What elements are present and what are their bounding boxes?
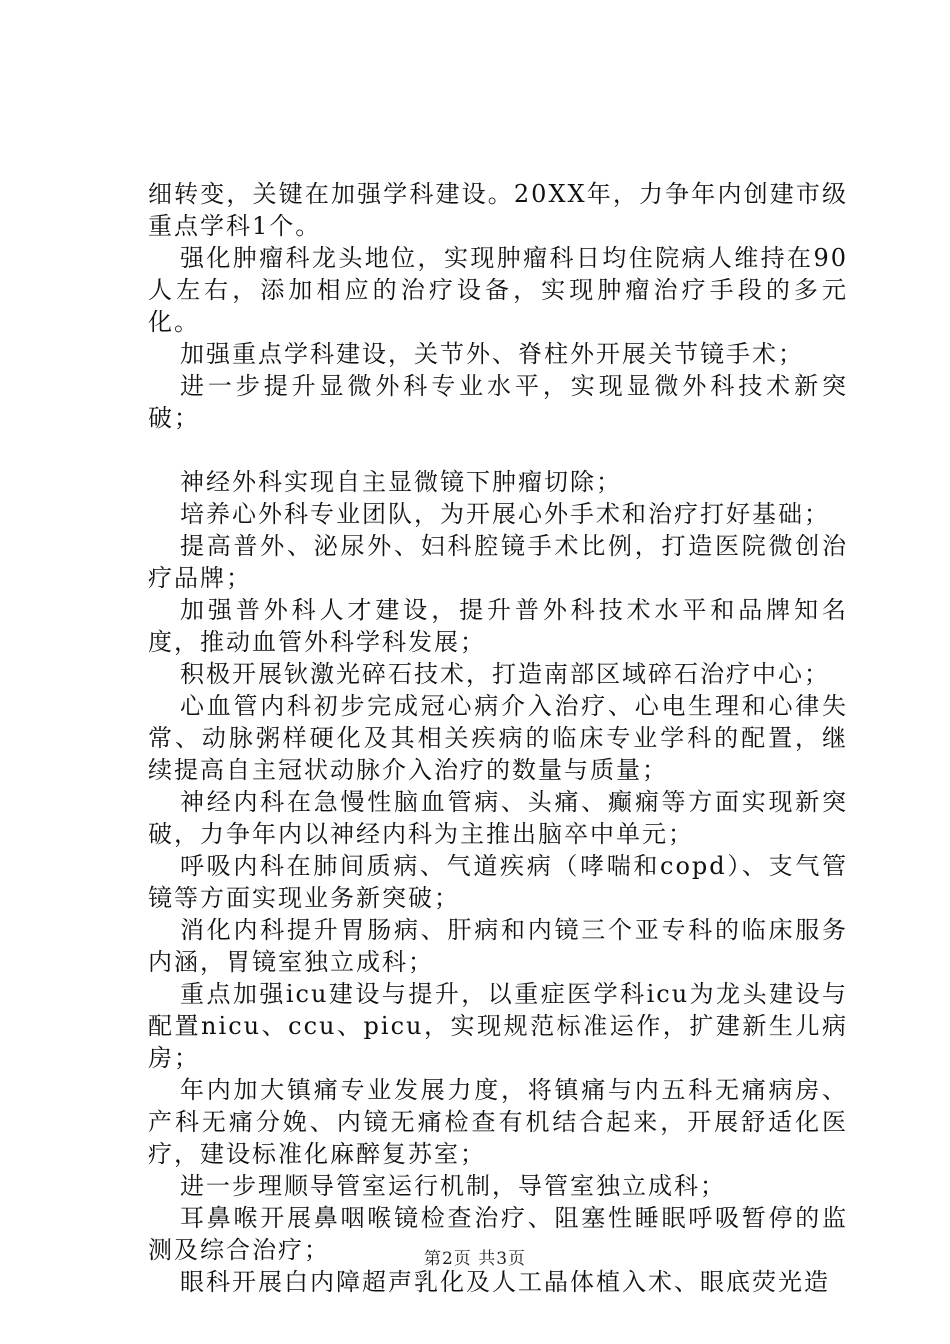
paragraph: 加强重点学科建设，关节外、脊柱外开展关节镜手术； xyxy=(180,340,804,368)
paragraph: 神经外科实现自主显微镜下肿瘤切除； xyxy=(180,468,622,496)
page-footer: 第2页 共3页 xyxy=(423,1249,527,1269)
paragraph: 进一步提升显微外科专业水平，实现显微外科技术新突破； xyxy=(148,372,848,432)
paragraph: 神经内科在急慢性脑血管病、头痛、癫痫等方面实现新突破，力争年内以神经内科为主推出脑卒中单元； xyxy=(148,788,848,848)
paragraph: 培养心外科专业团队，为开展心外手术和治疗打好基础； xyxy=(180,500,830,528)
paragraph: 积极开展钬激光碎石技术，打造南部区域碎石治疗中心； xyxy=(180,660,830,688)
paragraph: 呼吸内科在肺间质病、气道疾病（哮喘和copd）、支气管镜等方面实现业务新突破； xyxy=(148,852,848,912)
paragraph: 年内加大镇痛专业发展力度，将镇痛与内五科无痛病房、产科无痛分娩、内镜无痛检查有机结合起来，开展舒适化医疗，建设标准化麻醉复苏室； xyxy=(148,1076,848,1168)
paragraph: 细转变，关键在加强学科建设。20XX年，力争年内创建市级重点学科1个。 xyxy=(148,180,848,240)
blank-line xyxy=(148,434,848,466)
paragraph: 进一步理顺导管室运行机制，导管室独立成科； xyxy=(180,1172,726,1200)
paragraph: 提高普外、泌尿外、妇科腔镜手术比例，打造医院微创治疗品牌； xyxy=(148,532,848,592)
paragraph: 强化肿瘤科龙头地位，实现肿瘤科日均住院病人维持在90人左右，添加相应的治疗设备，实现肿瘤治疗手段的多元化。 xyxy=(148,244,848,336)
paragraph: 加强普外科人才建设，提升普外科技术水平和品牌知名度，推动血管外科学科发展； xyxy=(148,596,848,656)
paragraph: 消化内科提升胃肠病、肝病和内镜三个亚专科的临床服务内涵，胃镜室独立成科； xyxy=(148,916,848,976)
paragraph: 心血管内科初步完成冠心病介入治疗、心电生理和心律失常、动脉粥样硬化及其相关疾病的临床专业学科的配置，继续提高自主冠状动脉介入治疗的数量与质量； xyxy=(148,692,848,784)
paragraph: 耳鼻喉开展鼻咽喉镜检查治疗、阻塞性睡眠呼吸暂停的监测及综合治疗； xyxy=(148,1204,848,1264)
paragraph: 重点加强icu建设与提升，以重症医学科icu为龙头建设与配置nicu、ccu、picu，实现规范标准运作，扩建新生儿病房； xyxy=(148,980,848,1072)
document-body xyxy=(148,178,848,1298)
paragraph: 眼科开展白内障超声乳化及人工晶体植入术、眼底荧光造 xyxy=(180,1268,830,1296)
